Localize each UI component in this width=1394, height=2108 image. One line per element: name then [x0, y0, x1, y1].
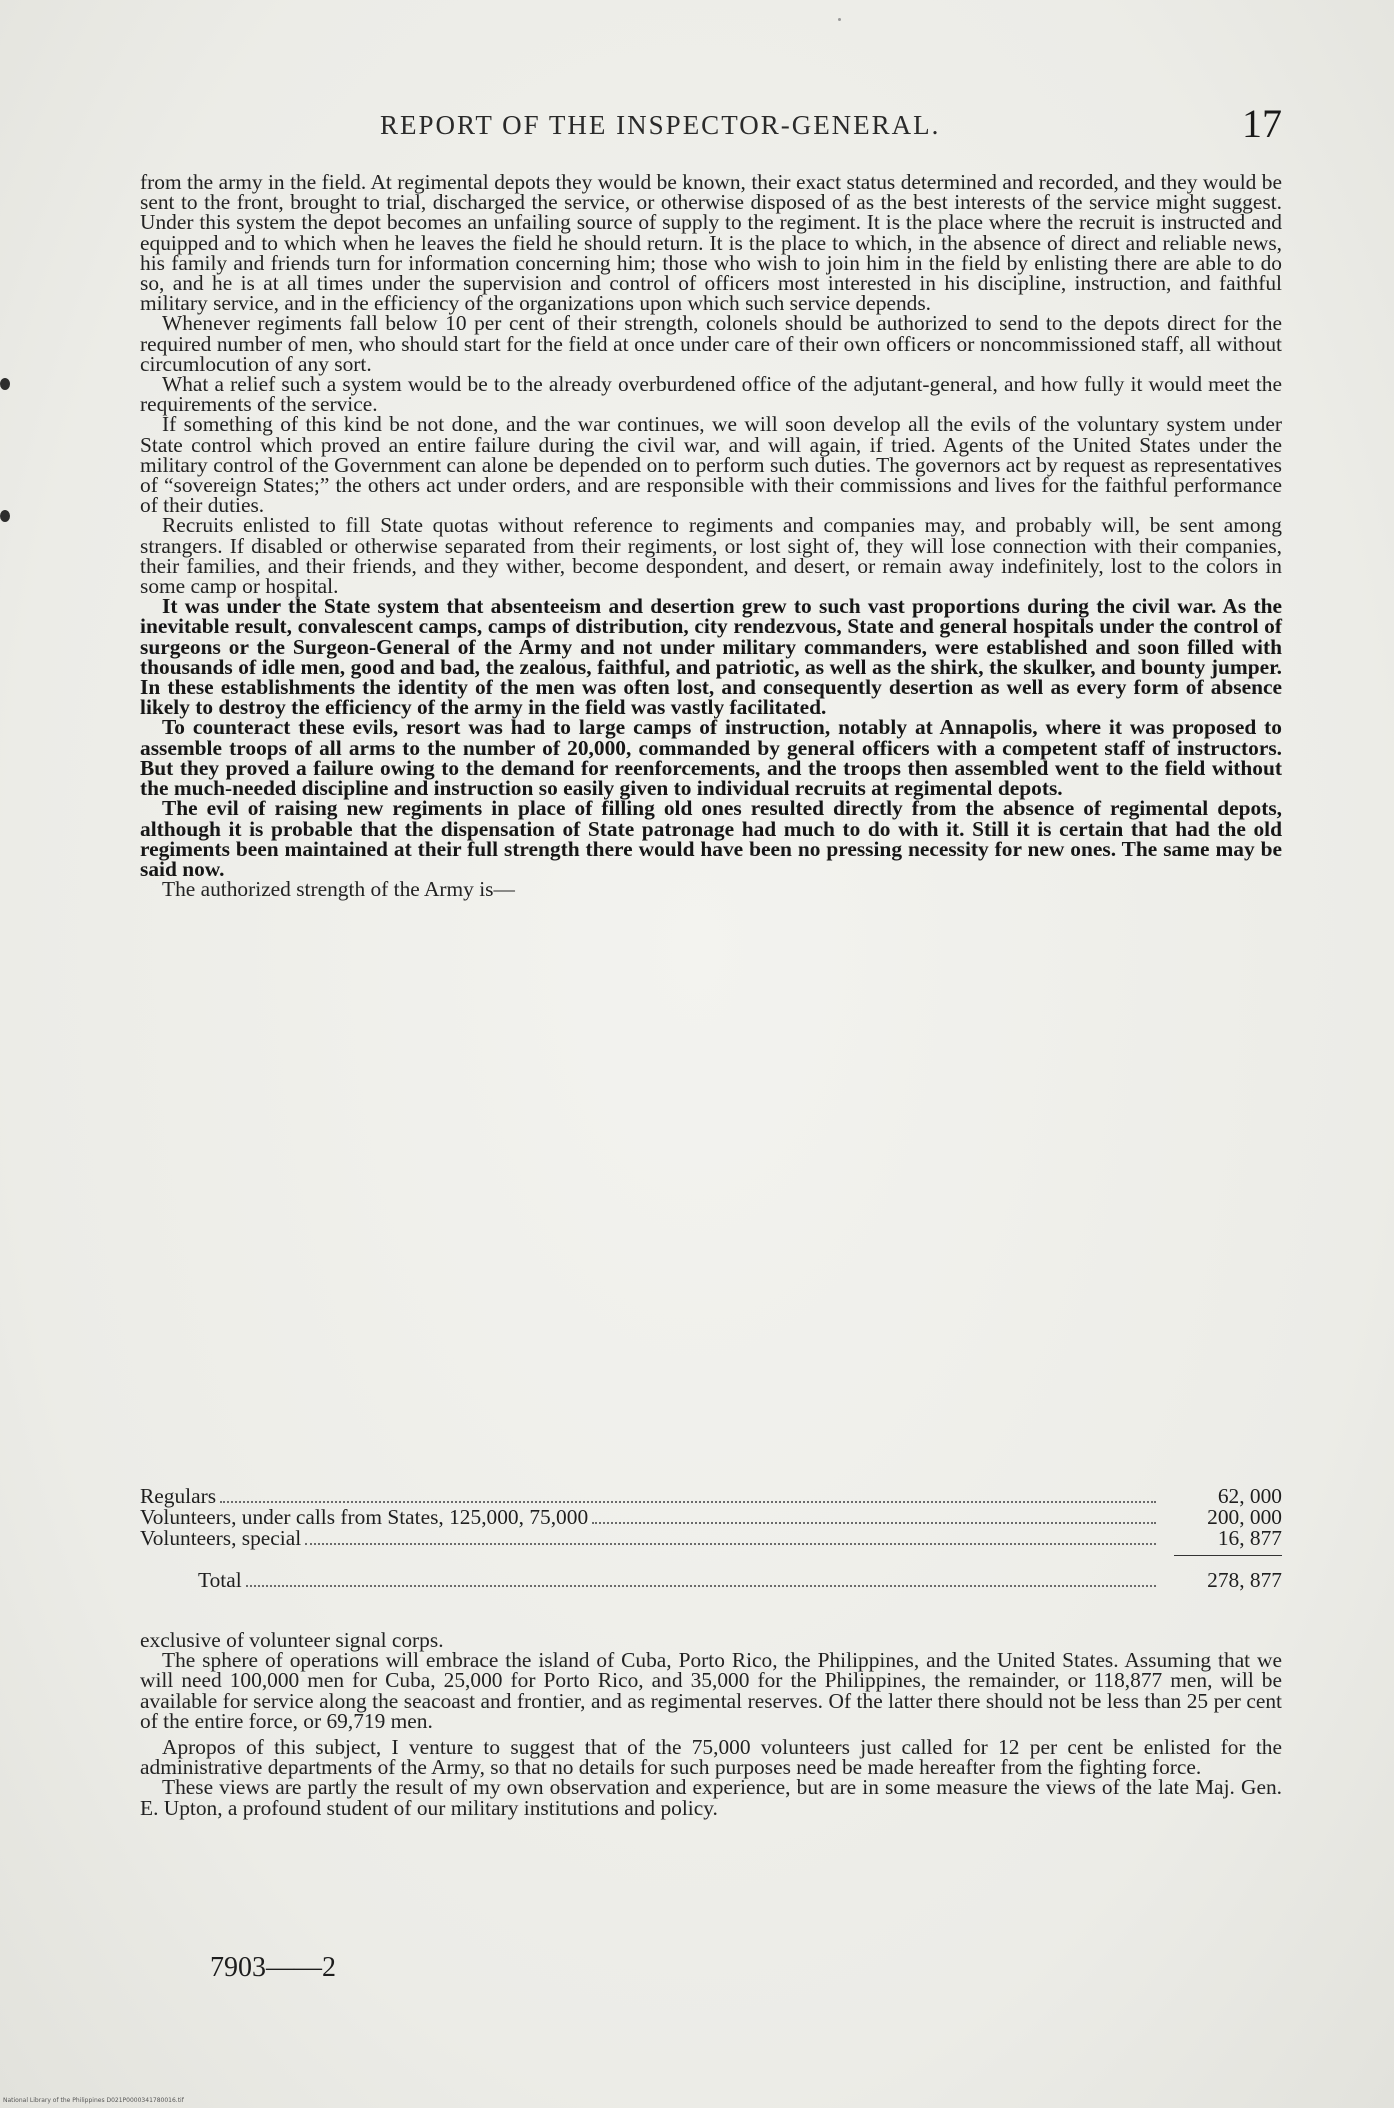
row-value: 200, 000: [1207, 1505, 1282, 1529]
paragraph: Whenever regiments fall below 10 per cent of their strength, colonels should be authorized to send to the depots direct for the required number of men, who should start for the field at once under care of their own officers or noncommissioned staff, all without circumlocution of any sort.: [140, 311, 1282, 376]
table-row: [140, 1484, 1282, 1508]
paragraph: These views are partly the result of my own observation and experience, but are in some measure the views of the late Maj. Gen. E. Upton, a profound student of our military institutions and policy.: [140, 1775, 1282, 1820]
total-rule: [1174, 1555, 1282, 1556]
paragraph: Apropos of this subject, I venture to suggest that of the 75,000 volunteers just called for 12 per cent be enlisted for the administrative departments of the Army, so that no details for such purposes need be made hereafter from the fighting force.: [140, 1735, 1282, 1780]
running-title: REPORT OF THE INSPECTOR-GENERAL.: [380, 110, 941, 140]
paragraph: exclusive of volunteer signal corps.: [140, 1628, 444, 1652]
row-value: 62, 000: [1217, 1484, 1282, 1508]
body-text: [140, 170, 1282, 902]
paragraph: The authorized strength of the Army is—: [162, 877, 515, 902]
paragraph: If something of this kind be not done, and the war continues, we will soon develop all the evils of the voluntary system under State control which proved an entire failure during the civil war, and will again, if tried. Agents of the United States under the military control of the Government can alone be depended on to perform such duties. The governors act by request as representatives of “sovereign States;” the others act under orders, and are responsible with their commissions and lives for the faithful performance of their duties.: [140, 412, 1282, 518]
row-label: Volunteers, special: [140, 1526, 302, 1550]
edge-binding-mark: [0, 378, 10, 390]
paragraph: The evil of raising new regiments in place of filling old ones resulted directly from the absence of regimental depots, although it is probable that the dispensation of State patronage had much to do with it. Still it is certain that had the old regiments been maintained at their full strength there would have been no pressing necessity for new ones. The same may be said now.: [140, 796, 1282, 881]
paragraph: The sphere of operations will embrace the island of Cuba, Porto Rico, the Philippines, and the United States. Assuming that we will need 100,000 men for Cuba, 25,000 for Porto Rico, and 35,000 for the Philippines, the remainder, or 118,877 men, will be available for service along the seacoast and frontier, and as regimental reserves. Of the latter there should not be less than 25 per cent of the entire force, or 69,719 men.: [140, 1648, 1282, 1733]
dot-leader: [592, 1522, 1156, 1524]
row-value: 16, 877: [1217, 1526, 1282, 1550]
edge-binding-mark: [0, 510, 10, 522]
army-strength-table: [140, 1484, 1282, 1592]
dot-leader: [305, 1543, 1156, 1545]
table-total-row: [140, 1568, 1282, 1592]
row-label: Regulars: [140, 1484, 217, 1508]
paragraph: from the army in the field. At regimental depots they would be known, their exact status determined and recorded, and they would be sent to the front, brought to trial, discharged the service, or otherwise disposed of as the best interests of the service might suggest. Under this system the depot becomes an unfailing source of supply to the regiment. It is the place where the recruit is instructed and equipped and to which when he leaves the field he should return. It is the place to which, in the absence of direct and reliable news, his family and friends turn for information concerning him; those who wish to join him in the field by enlisting there are able to do so, and he is at all times under the supervision and control of officers most interested in his discipline, instruction, and faithful military service, and in the efficiency of the organizations upon which such service depends.: [140, 170, 1282, 316]
row-label: Volunteers, under calls from States, 125,000, 75,000: [140, 1505, 589, 1529]
dot-leader: [220, 1501, 1156, 1503]
running-head: [380, 100, 1282, 146]
page-number: 17: [1242, 101, 1282, 146]
body-text-continued: [140, 1630, 1282, 1818]
total-label: Total: [198, 1568, 242, 1592]
total-value: 278, 877: [1207, 1568, 1282, 1592]
paragraph: To counteract these evils, resort was had to large camps of instruction, notably at Annapolis, where it was proposed to assemble troops of all arms to the number of 20,000, commanded by general officers with a competent staff of instructors. But they proved a failure owing to the demand for reenforcements, and the troops then assembled went to the field without the much-needed discipline and instruction so easily given to individual recruits at regimental depots.: [140, 715, 1282, 801]
table-row: [140, 1505, 1282, 1529]
signature-line: 7903——2: [210, 1952, 336, 1983]
paragraph: Recruits enlisted to fill State quotas without reference to regiments and companies may, and probably will, be sent among strangers. If disabled or otherwise separated from their regiments, or lost sight of, they will lose connection with their companies, their families, and their friends, and they wither, become despondent, and desert, or remain away indefinitely, lost to the colors in some camp or hospital.: [140, 513, 1282, 599]
paragraph: It was under the State system that absenteeism and desertion grew to such vast proportions during the civil war. As the inevitable result, convalescent camps, camps of distribution, city rendezvous, State and general hospitals under the control of surgeons or the Surgeon-General of the Army and not under military commanders, were established and soon filled with thousands of idle men, good and bad, the zealous, faithful, and patriotic, as well as the shirk, the skulker, and bounty jumper. In these establishments the identity of the men was often lost, and consequently desertion as well as every form of absence likely to destroy the efficiency of the army in the field was vastly facilitated.: [140, 594, 1282, 720]
scan-speck: [838, 18, 841, 21]
dot-leader: [246, 1585, 1156, 1587]
scan-footer: National Library of the Philippines D021P0000341780016.tif: [3, 2097, 184, 2104]
paragraph: What a relief such a system would be to the already overburdened office of the adjutant-general, and how fully it would meet the requirements of the service.: [140, 372, 1282, 417]
